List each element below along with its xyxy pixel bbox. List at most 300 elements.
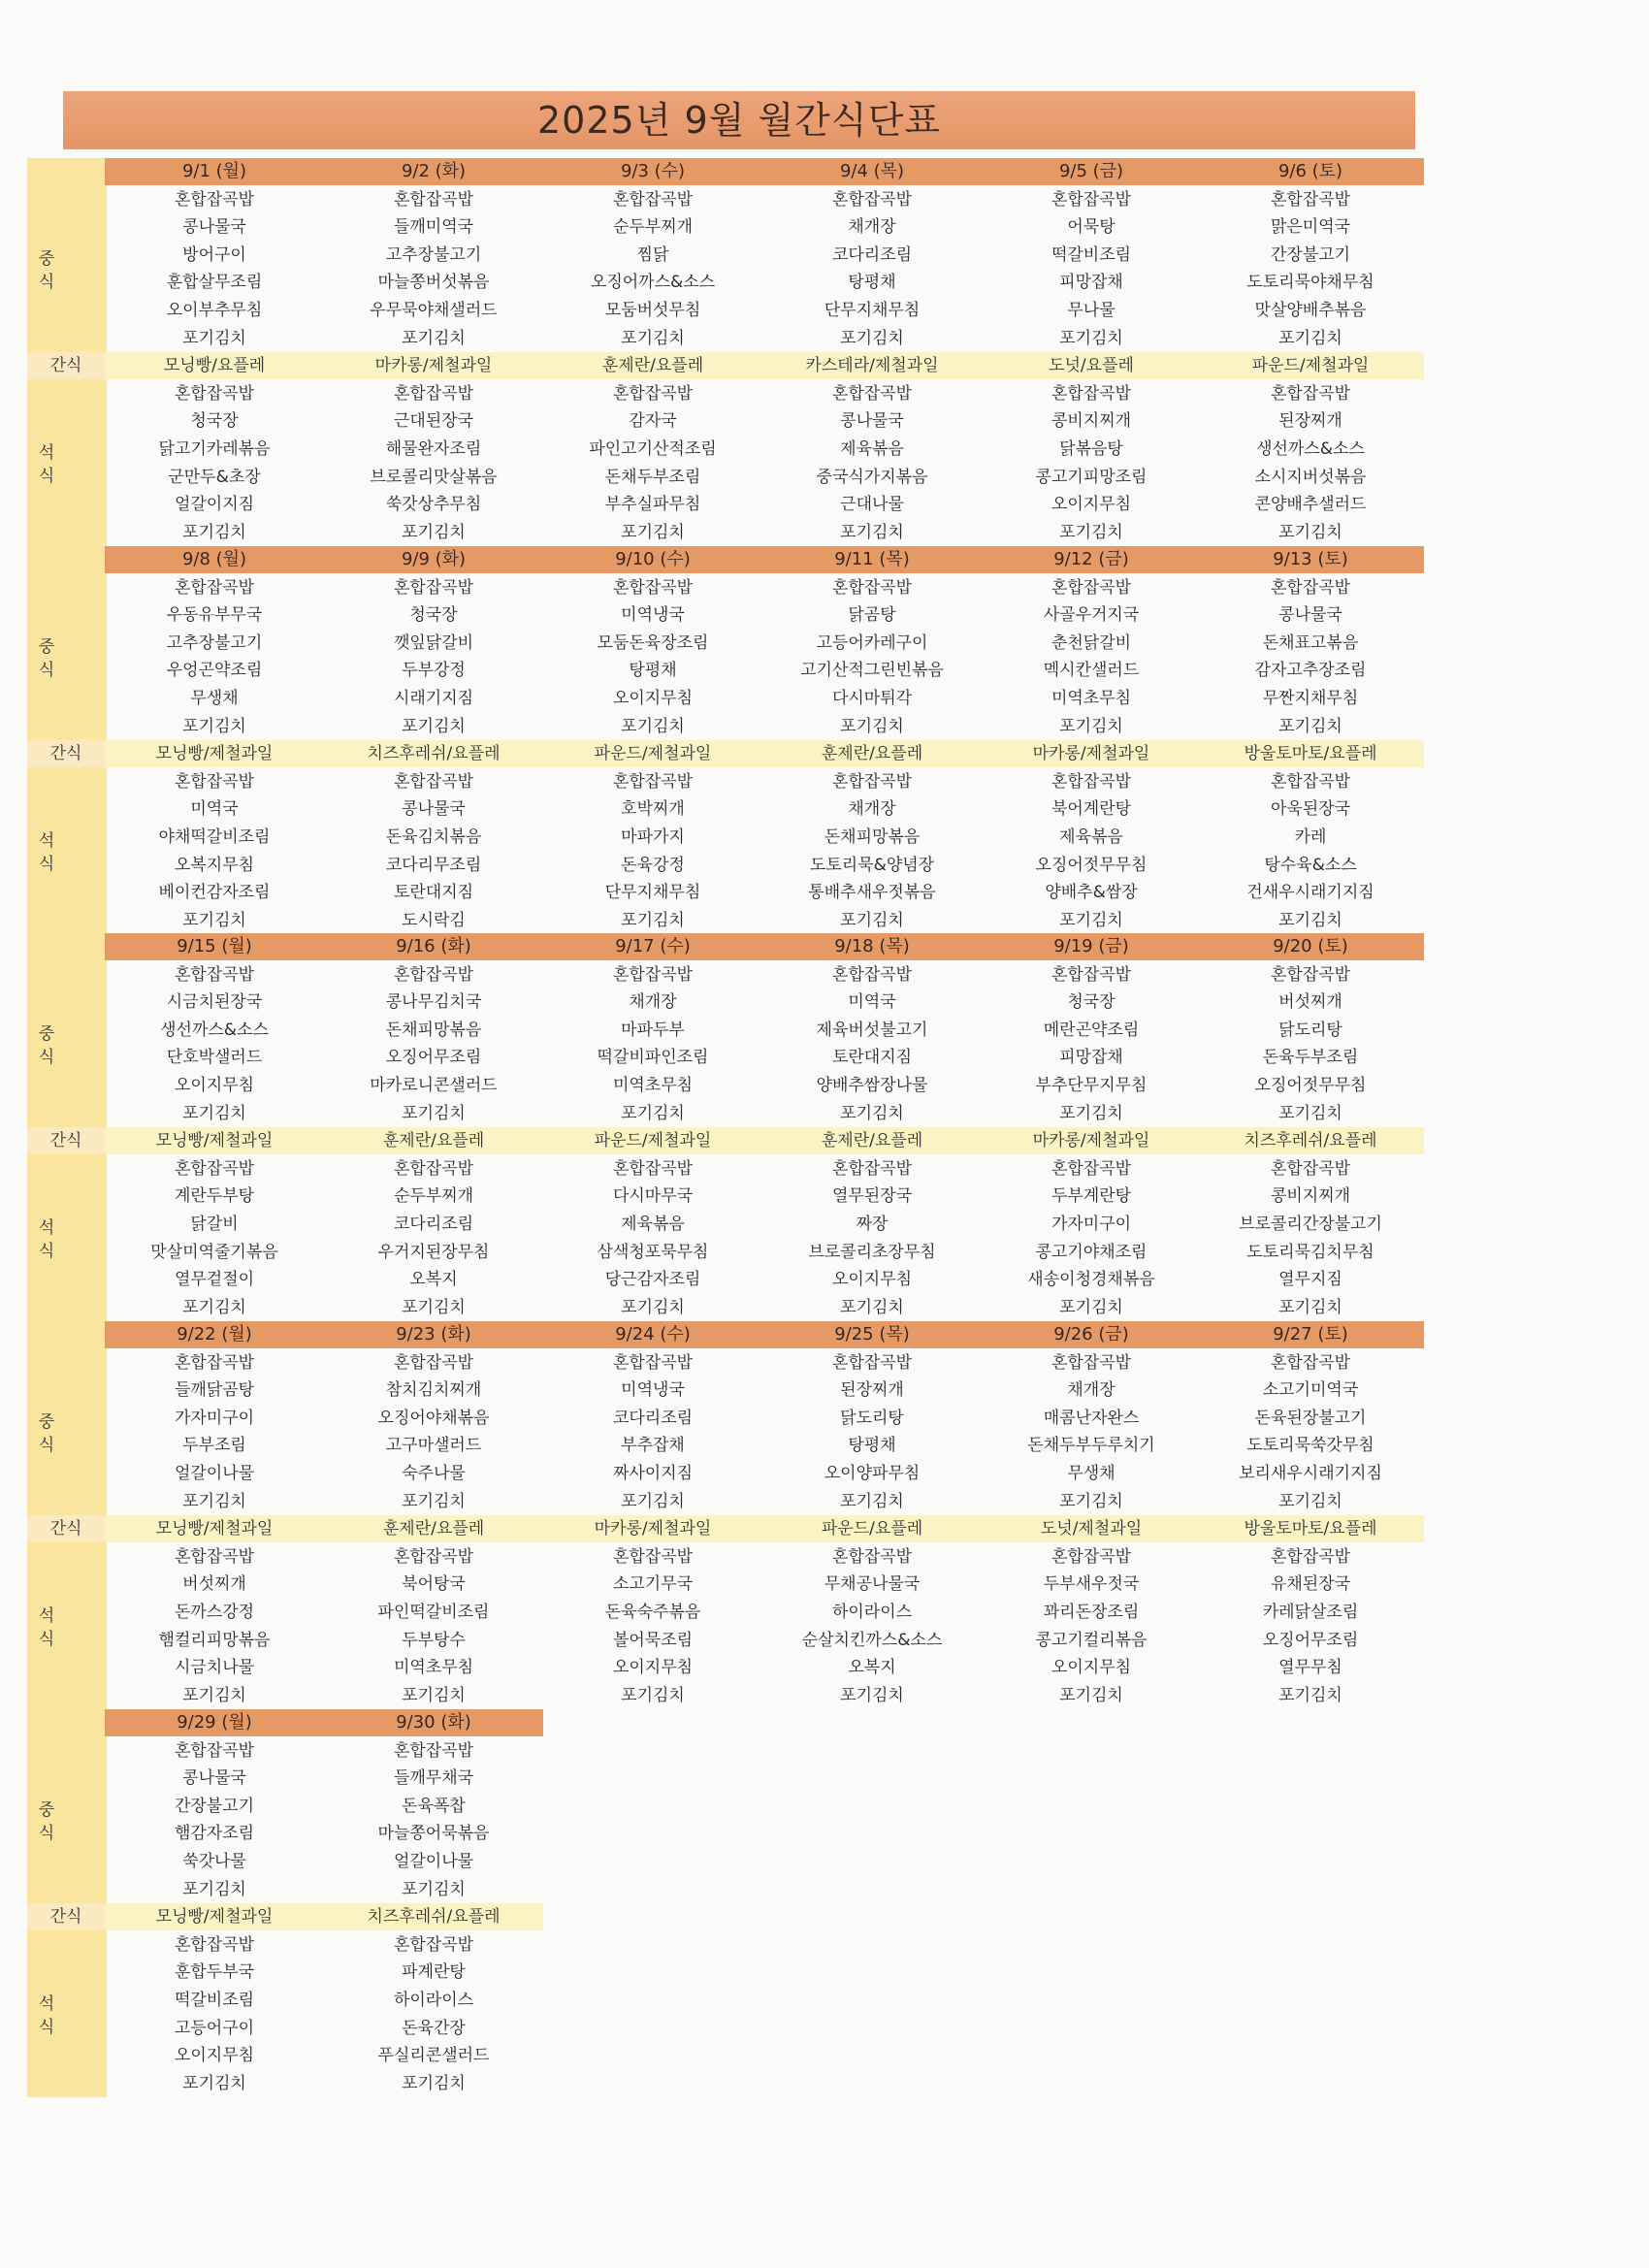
dinner-item: 오이지무침 xyxy=(1051,495,1132,515)
lunch-item: 혼합잡곡밥 xyxy=(393,577,474,598)
lunch-item: 부추단무지무침 xyxy=(1035,1076,1148,1095)
lunch-item: 다시마튀각 xyxy=(831,689,913,708)
dinner-item: 혼합잡곡밥 xyxy=(1270,1546,1351,1567)
lunch-item: 혼합잡곡밥 xyxy=(174,1740,255,1761)
dinner-item: 혼합잡곡밥 xyxy=(1051,771,1132,792)
dinner-item: 도토리묵김치무침 xyxy=(1246,1242,1374,1262)
lunch-item: 코다리조림 xyxy=(831,244,913,265)
lunch-item: 떡갈비파인조림 xyxy=(597,1048,709,1068)
lunch-item: 혼합잡곡밥 xyxy=(393,1352,474,1373)
dinner-item: 포기김치 xyxy=(840,910,904,930)
dinner-item: 혼합잡곡밥 xyxy=(174,771,255,792)
lunch-item: 혼합잡곡밥 xyxy=(612,1352,694,1373)
lunch-item: 포기김치 xyxy=(621,328,685,348)
dinner-item: 도토리묵&양념장 xyxy=(809,855,935,875)
dinner-item: 두부계란탕 xyxy=(1051,1186,1132,1207)
dinner-item: 코다리무조림 xyxy=(385,855,482,875)
meal-sidebar xyxy=(27,933,107,1321)
lunch-label: 중 식 xyxy=(38,1023,55,1067)
lunch-item: 혼합잡곡밥 xyxy=(174,1352,255,1373)
dinner-item: 카레 xyxy=(1294,827,1327,847)
lunch-item: 미역초무침 xyxy=(612,1076,694,1095)
dinner-item: 포기김치 xyxy=(182,1685,246,1705)
dinner-item: 오복지 xyxy=(409,1270,458,1290)
lunch-item: 고구마샐러드 xyxy=(385,1436,482,1456)
snack-item: 마카롱/제철과일 xyxy=(1032,744,1150,764)
lunch-item: 포기김치 xyxy=(1059,328,1123,348)
dinner-item: 혼합잡곡밥 xyxy=(174,383,255,404)
lunch-item: 포기김치 xyxy=(402,1879,466,1899)
snack-item: 파운드/제철과일 xyxy=(594,744,712,764)
dinner-item: 탕수육&소스 xyxy=(1264,855,1357,875)
lunch-item: 닭곰탕 xyxy=(848,605,896,626)
dinner-label: 석 식 xyxy=(38,1217,55,1261)
dinner-item: 해물완자조림 xyxy=(385,439,482,459)
dinner-item: 순살치킨까스&소스 xyxy=(801,1630,943,1650)
lunch-item: 양배추쌈장나물 xyxy=(816,1076,928,1095)
lunch-item: 혼합잡곡밥 xyxy=(393,189,474,210)
lunch-item: 모둠돈육장조림 xyxy=(597,632,709,653)
dinner-item: 단무지채무침 xyxy=(604,883,701,903)
dinner-item: 콩나물국 xyxy=(840,411,904,432)
lunch-item: 사골우거지국 xyxy=(1043,605,1140,626)
dinner-item: 오이지무침 xyxy=(174,2046,255,2066)
dinner-item: 파인떡갈비조림 xyxy=(377,1603,490,1622)
lunch-item: 혼합잡곡밥 xyxy=(612,189,694,210)
dinner-item: 중국식가지볶음 xyxy=(816,467,928,487)
lunch-item: 포기김치 xyxy=(182,1491,246,1511)
dinner-item: 혼합잡곡밥 xyxy=(1051,1158,1132,1179)
dinner-item: 콩비지찌개 xyxy=(1270,1186,1351,1207)
page-title: 2025년 9월 월간식단표 xyxy=(63,91,1415,149)
date-header: 9/17 (수) xyxy=(615,936,691,956)
dinner-item: 미역초무침 xyxy=(393,1658,474,1678)
dinner-item: 포기김치 xyxy=(1278,522,1342,542)
date-header: 9/4 (목) xyxy=(839,161,905,181)
lunch-item: 혼합잡곡밥 xyxy=(1051,1352,1132,1373)
dinner-item: 제육볶음 xyxy=(840,439,904,459)
snack-item: 훈제란/요플레 xyxy=(382,1131,485,1151)
lunch-item: 혼합잡곡밥 xyxy=(831,189,913,210)
dinner-item: 건새우시래기지짐 xyxy=(1246,883,1374,903)
lunch-item: 오이부추무침 xyxy=(166,301,263,320)
lunch-item: 들깨닭곰탕 xyxy=(174,1380,255,1401)
lunch-item: 포기김치 xyxy=(1278,1103,1342,1123)
dinner-item: 토란대지짐 xyxy=(393,883,474,903)
dinner-item: 열무겉절이 xyxy=(174,1270,255,1290)
dinner-item: 제육볶음 xyxy=(621,1215,685,1234)
dinner-item: 맛살미역줄기볶음 xyxy=(150,1242,278,1262)
lunch-item: 혼합잡곡밥 xyxy=(1270,577,1351,598)
lunch-item: 감자고추장조림 xyxy=(1254,661,1367,681)
meal-sidebar xyxy=(27,1709,107,2097)
snack-item: 훈제란/요플레 xyxy=(382,1519,485,1539)
dinner-item: 고등어구이 xyxy=(174,2018,255,2038)
dinner-item: 근대나물 xyxy=(840,495,904,515)
dinner-item: 근대된장국 xyxy=(393,411,474,432)
date-header: 9/22 (월) xyxy=(177,1324,252,1345)
lunch-item: 채개장 xyxy=(1067,1380,1116,1401)
dinner-item: 콩고기피망조림 xyxy=(1035,467,1148,487)
dinner-item: 콩나물국 xyxy=(402,799,466,820)
dinner-item: 파계란탕 xyxy=(402,1962,466,1983)
lunch-item: 포기김치 xyxy=(182,1103,246,1123)
lunch-item: 보리새우시래기지짐 xyxy=(1239,1464,1382,1483)
lunch-item: 마카로니콘샐러드 xyxy=(370,1076,498,1095)
dinner-item: 삼색청포묵무침 xyxy=(597,1242,709,1262)
lunch-item: 미역냉국 xyxy=(621,605,685,626)
lunch-item: 닭도리탕 xyxy=(840,1408,904,1428)
dinner-item: 혼합잡곡밥 xyxy=(1051,383,1132,404)
dinner-item: 감자국 xyxy=(629,411,677,432)
lunch-item: 포기김치 xyxy=(840,1491,904,1511)
dinner-item: 카레닭살조림 xyxy=(1262,1603,1359,1622)
dinner-item: 오복지 xyxy=(848,1658,896,1678)
snack-item: 치즈후레쉬/요플레 xyxy=(1244,1131,1377,1151)
lunch-item: 얼갈이나물 xyxy=(393,1852,474,1871)
lunch-item: 무생채 xyxy=(1067,1464,1116,1483)
dinner-item: 혼합잡곡밥 xyxy=(831,1158,913,1179)
lunch-item: 피망잡채 xyxy=(1059,273,1123,293)
lunch-item: 혼합잡곡밥 xyxy=(612,964,694,985)
dinner-item: 혼합잡곡밥 xyxy=(393,1546,474,1567)
lunch-label: 중 식 xyxy=(38,636,55,680)
snack-label: 간식 xyxy=(49,1131,82,1151)
dinner-item: 우거지된장무침 xyxy=(377,1242,490,1262)
dinner-item: 포기김치 xyxy=(1278,910,1342,930)
dinner-item: 오징어무조림 xyxy=(1262,1630,1359,1650)
lunch-item: 혼합잡곡밥 xyxy=(831,1352,913,1373)
date-header: 9/5 (금) xyxy=(1058,161,1124,181)
dinner-item: 혼합잡곡밥 xyxy=(174,1934,255,1955)
lunch-item: 춘천닭갈비 xyxy=(1051,632,1132,653)
lunch-item: 돈육된장불고기 xyxy=(1254,1408,1367,1428)
lunch-item: 떡갈비조림 xyxy=(1051,244,1132,265)
dinner-item: 포기김치 xyxy=(402,522,466,542)
dinner-item: 버섯찌개 xyxy=(182,1574,246,1595)
dinner-item: 제육볶음 xyxy=(1059,827,1123,847)
dinner-item: 포기김치 xyxy=(1278,1297,1342,1317)
dinner-item: 돈육강정 xyxy=(621,855,685,875)
dinner-item: 순두부찌개 xyxy=(393,1186,474,1207)
lunch-item: 포기김치 xyxy=(182,716,246,736)
lunch-label: 중 식 xyxy=(38,1411,55,1455)
snack-item: 치즈후레쉬/요플레 xyxy=(367,1907,501,1928)
lunch-item: 시금치된장국 xyxy=(166,992,263,1013)
dinner-item: 새송이청경채볶음 xyxy=(1027,1270,1155,1290)
dinner-item: 혼합잡곡밥 xyxy=(1051,1546,1132,1567)
dinner-item: 호박찌개 xyxy=(621,799,685,820)
dinner-item: 혼합잡곡밥 xyxy=(831,771,913,792)
dinner-item: 아욱된장국 xyxy=(1270,799,1351,820)
lunch-item: 포기김치 xyxy=(621,1491,685,1511)
lunch-item: 혼합잡곡밥 xyxy=(174,577,255,598)
dinner-item: 열무된장국 xyxy=(831,1186,913,1207)
lunch-item: 포기김치 xyxy=(1278,716,1342,736)
lunch-item: 혼합잡곡밥 xyxy=(612,577,694,598)
lunch-item: 햄감자조림 xyxy=(174,1824,255,1844)
dinner-item: 브로콜리맛살볶음 xyxy=(370,467,498,487)
dinner-item: 포기김치 xyxy=(840,1297,904,1317)
dinner-item: 콘양배추샐러드 xyxy=(1254,495,1367,515)
date-header: 9/18 (목) xyxy=(834,936,910,956)
lunch-item: 들깨무채국 xyxy=(393,1768,474,1789)
meal-sidebar xyxy=(27,158,107,546)
dinner-item: 혼합잡곡밥 xyxy=(1270,771,1351,792)
dinner-item: 돈채두부조림 xyxy=(604,467,701,487)
lunch-item: 포기김치 xyxy=(1059,716,1123,736)
lunch-item: 마늘쫑버섯볶음 xyxy=(377,273,490,293)
lunch-item: 무생채 xyxy=(190,689,239,708)
lunch-item: 탕평채 xyxy=(629,661,677,681)
lunch-item: 시래기지짐 xyxy=(393,689,474,708)
snack-label: 간식 xyxy=(49,1907,82,1928)
lunch-label: 중 식 xyxy=(38,248,55,292)
lunch-item: 혼합잡곡밥 xyxy=(393,1740,474,1761)
lunch-item: 고기산적그린빈볶음 xyxy=(800,661,944,681)
date-header: 9/11 (목) xyxy=(834,549,910,569)
date-header: 9/6 (토) xyxy=(1277,161,1343,181)
date-header: 9/30 (화) xyxy=(396,1712,471,1733)
lunch-item: 우무묵야채샐러드 xyxy=(370,301,498,320)
lunch-item: 도토리묵쑥갓무침 xyxy=(1246,1436,1374,1456)
dinner-item: 볼어묵조림 xyxy=(612,1630,694,1650)
dinner-item: 된장찌개 xyxy=(1278,411,1342,432)
lunch-item: 돈육두부조림 xyxy=(1262,1048,1359,1068)
lunch-item: 두부조림 xyxy=(182,1436,246,1456)
lunch-item: 고추장불고기 xyxy=(385,244,482,265)
dinner-item: 포기김치 xyxy=(621,910,685,930)
snack-item: 마카롱/제철과일 xyxy=(594,1519,712,1539)
lunch-item: 무나물 xyxy=(1067,301,1116,320)
dinner-item: 포기김치 xyxy=(402,1685,466,1705)
lunch-item: 어묵탕 xyxy=(1067,217,1116,238)
dinner-item: 당근감자조림 xyxy=(604,1270,701,1290)
lunch-item: 오이지무침 xyxy=(174,1076,255,1095)
lunch-item: 닭도리탕 xyxy=(1278,1020,1342,1040)
date-header: 9/13 (토) xyxy=(1273,549,1348,569)
dinner-item: 햄컬리피망볶음 xyxy=(158,1630,271,1650)
lunch-item: 혼합잡곡밥 xyxy=(1051,189,1132,210)
snack-item: 파운드/요플레 xyxy=(821,1519,923,1539)
lunch-item: 포기김치 xyxy=(621,716,685,736)
lunch-item: 오징어야채볶음 xyxy=(377,1408,490,1428)
date-header: 9/8 (월) xyxy=(181,549,247,569)
lunch-item: 간장불고기 xyxy=(174,1796,255,1816)
lunch-item: 버섯찌개 xyxy=(1278,992,1342,1013)
dinner-item: 두부탕수 xyxy=(402,1630,466,1650)
lunch-item: 콩나물국 xyxy=(1278,605,1342,626)
lunch-item: 청국장 xyxy=(409,605,458,626)
lunch-item: 간장불고기 xyxy=(1270,244,1351,265)
snack-item: 모닝빵/제철과일 xyxy=(155,744,274,764)
lunch-item: 참치김치찌개 xyxy=(385,1380,482,1401)
dinner-item: 포기김치 xyxy=(402,1297,466,1317)
dinner-item: 돈육간장 xyxy=(402,2018,466,2038)
lunch-item: 미역국 xyxy=(848,992,896,1013)
dinner-item: 포기김치 xyxy=(840,1685,904,1705)
dinner-item: 마파가지 xyxy=(621,827,685,847)
dinner-item: 열무무침 xyxy=(1278,1658,1342,1678)
dinner-item: 가자미구이 xyxy=(1051,1215,1132,1234)
dinner-item: 포기김치 xyxy=(402,2073,466,2093)
dinner-item: 혼합잡곡밥 xyxy=(831,1546,913,1567)
lunch-item: 혼합잡곡밥 xyxy=(1270,1352,1351,1373)
lunch-item: 생선까스&소스 xyxy=(160,1020,269,1040)
snack-item: 훈제란/요플레 xyxy=(821,1131,923,1151)
date-header: 9/16 (화) xyxy=(396,936,471,956)
dinner-item: 청국장 xyxy=(190,411,239,432)
lunch-item: 부추잡채 xyxy=(621,1436,685,1456)
dinner-item: 짜장 xyxy=(856,1215,889,1234)
dinner-item: 얼갈이지짐 xyxy=(174,495,255,515)
lunch-item: 포기김치 xyxy=(1059,1491,1123,1511)
dinner-item: 부추실파무침 xyxy=(604,495,701,515)
snack-item: 훈제란/요플레 xyxy=(821,744,923,764)
snack-label: 간식 xyxy=(49,744,82,764)
snack-item: 모닝빵/제철과일 xyxy=(155,1131,274,1151)
snack-item: 훈제란/요플레 xyxy=(601,356,704,376)
date-header: 9/3 (수) xyxy=(620,161,686,181)
date-header: 9/23 (화) xyxy=(396,1324,471,1345)
meal-sidebar xyxy=(27,546,107,934)
dinner-item: 돈육김치볶음 xyxy=(385,827,482,847)
dinner-item: 계란두부탕 xyxy=(174,1186,255,1207)
dinner-item: 쑥갓상추무침 xyxy=(385,495,482,515)
lunch-item: 포기김치 xyxy=(1278,328,1342,348)
lunch-item: 포기김치 xyxy=(402,1103,466,1123)
lunch-item: 맑은미역국 xyxy=(1270,217,1351,238)
date-header: 9/10 (수) xyxy=(615,549,691,569)
dinner-item: 포기김치 xyxy=(621,1297,685,1317)
lunch-item: 콩나무김치국 xyxy=(385,992,482,1013)
dinner-item: 포기김치 xyxy=(1278,1685,1342,1705)
lunch-item: 얼갈이나물 xyxy=(174,1464,255,1483)
date-header: 9/25 (목) xyxy=(834,1324,910,1345)
lunch-item: 마파두부 xyxy=(621,1020,685,1040)
lunch-item: 짜사이지짐 xyxy=(612,1464,694,1483)
snack-item: 모닝빵/요플레 xyxy=(163,356,266,376)
dinner-item: 콩비지찌개 xyxy=(1051,411,1132,432)
dinner-item: 열무지짐 xyxy=(1278,1270,1342,1290)
dinner-item: 채개장 xyxy=(848,799,896,820)
dinner-item: 혼합잡곡밥 xyxy=(393,383,474,404)
date-header: 9/9 (화) xyxy=(401,549,467,569)
dinner-item: 브로콜리간장불고기 xyxy=(1239,1215,1382,1234)
dinner-item: 북어탕국 xyxy=(402,1574,466,1595)
lunch-item: 포기김치 xyxy=(182,1879,246,1899)
lunch-item: 맛살양배추볶음 xyxy=(1254,301,1367,320)
dinner-item: 통배추새우젓볶음 xyxy=(808,883,936,903)
lunch-item: 돈채표고볶음 xyxy=(1262,632,1359,653)
snack-label: 간식 xyxy=(49,1519,82,1539)
dinner-item: 하이라이스 xyxy=(831,1603,913,1622)
lunch-item: 고추장불고기 xyxy=(166,632,263,653)
lunch-item: 방어구이 xyxy=(182,244,246,265)
dinner-item: 파인고기산적조림 xyxy=(589,439,717,459)
lunch-item: 고등어카레구이 xyxy=(816,632,928,653)
dinner-item: 포기김치 xyxy=(840,522,904,542)
date-header: 9/29 (월) xyxy=(177,1712,252,1733)
dinner-item: 양배추&쌈장 xyxy=(1045,883,1138,903)
lunch-item: 혼합잡곡밥 xyxy=(393,964,474,985)
dinner-item: 오이지무침 xyxy=(612,1658,694,1678)
dinner-item: 돈채피망볶음 xyxy=(824,827,921,847)
snack-item: 마카롱/제철과일 xyxy=(1032,1131,1150,1151)
lunch-item: 깻잎닭갈비 xyxy=(393,632,474,653)
lunch-item: 쑥갓나물 xyxy=(182,1852,246,1871)
lunch-item: 혼합잡곡밥 xyxy=(174,964,255,985)
dinner-label: 석 식 xyxy=(38,442,55,486)
dinner-label: 석 식 xyxy=(38,830,55,874)
snack-item: 방울토마토/요플레 xyxy=(1244,1519,1377,1539)
dinner-item: 무채공나물국 xyxy=(824,1574,921,1595)
snack-item: 파운드/제철과일 xyxy=(1251,356,1370,376)
lunch-item: 채개장 xyxy=(848,217,896,238)
lunch-item: 오이양파무침 xyxy=(824,1464,921,1483)
dinner-item: 코다리조림 xyxy=(393,1215,474,1234)
lunch-item: 돈채피망볶음 xyxy=(385,1020,482,1040)
dinner-item: 야채떡갈비조림 xyxy=(158,827,271,847)
dinner-item: 혼합잡곡밥 xyxy=(174,1158,255,1179)
lunch-item: 포기김치 xyxy=(840,1103,904,1123)
lunch-item: 우엉곤약조림 xyxy=(166,661,263,681)
date-header: 9/27 (토) xyxy=(1273,1324,1348,1345)
dinner-item: 북어계란탕 xyxy=(1051,799,1132,820)
dinner-item: 포기김치 xyxy=(621,522,685,542)
meal-sidebar xyxy=(27,1321,107,1709)
lunch-item: 포기김치 xyxy=(402,716,466,736)
lunch-item: 토란대지짐 xyxy=(831,1048,913,1068)
dinner-item: 도시락김 xyxy=(402,910,466,930)
lunch-item: 혼합잡곡밥 xyxy=(1270,964,1351,985)
lunch-item: 마늘쫑어묵볶음 xyxy=(377,1824,490,1844)
lunch-item: 포기김치 xyxy=(840,328,904,348)
lunch-item: 청국장 xyxy=(1067,992,1116,1013)
lunch-item: 코다리조림 xyxy=(612,1408,694,1428)
date-header: 9/15 (월) xyxy=(177,936,252,956)
lunch-item: 포기김치 xyxy=(402,328,466,348)
dinner-item: 오이지무침 xyxy=(831,1270,913,1290)
dinner-item: 콩고기야채조림 xyxy=(1035,1242,1148,1262)
lunch-item: 순두부찌개 xyxy=(612,217,694,238)
lunch-item: 우동유부무국 xyxy=(166,605,263,626)
lunch-item: 오징어무조림 xyxy=(385,1048,482,1068)
date-header: 9/1 (월) xyxy=(181,161,247,181)
dinner-item: 포기김치 xyxy=(182,1297,246,1317)
lunch-item: 메란곤약조림 xyxy=(1043,1020,1140,1040)
lunch-item: 숙주나물 xyxy=(402,1464,466,1483)
lunch-item: 채개장 xyxy=(629,992,677,1013)
dinner-item: 포기김치 xyxy=(182,910,246,930)
lunch-item: 포기김치 xyxy=(1278,1491,1342,1511)
dinner-item: 미역국 xyxy=(190,799,239,820)
date-header: 9/12 (금) xyxy=(1053,549,1129,569)
lunch-item: 찜닭 xyxy=(636,244,669,265)
lunch-item: 포기김치 xyxy=(840,716,904,736)
lunch-item: 멕시칸샐러드 xyxy=(1043,661,1140,681)
dinner-item: 혼합잡곡밥 xyxy=(612,1546,694,1567)
lunch-item: 포기김치 xyxy=(1059,1103,1123,1123)
dinner-item: 혼합잡곡밥 xyxy=(831,383,913,404)
snack-item: 도넛/제철과일 xyxy=(1040,1519,1143,1539)
lunch-item: 혼합잡곡밥 xyxy=(1270,189,1351,210)
dinner-item: 혼합잡곡밥 xyxy=(393,771,474,792)
date-header: 9/2 (화) xyxy=(401,161,467,181)
dinner-item: 하이라이스 xyxy=(393,1991,474,2010)
dinner-item: 오이지무침 xyxy=(1051,1658,1132,1678)
dinner-item: 소고기무국 xyxy=(612,1574,694,1595)
